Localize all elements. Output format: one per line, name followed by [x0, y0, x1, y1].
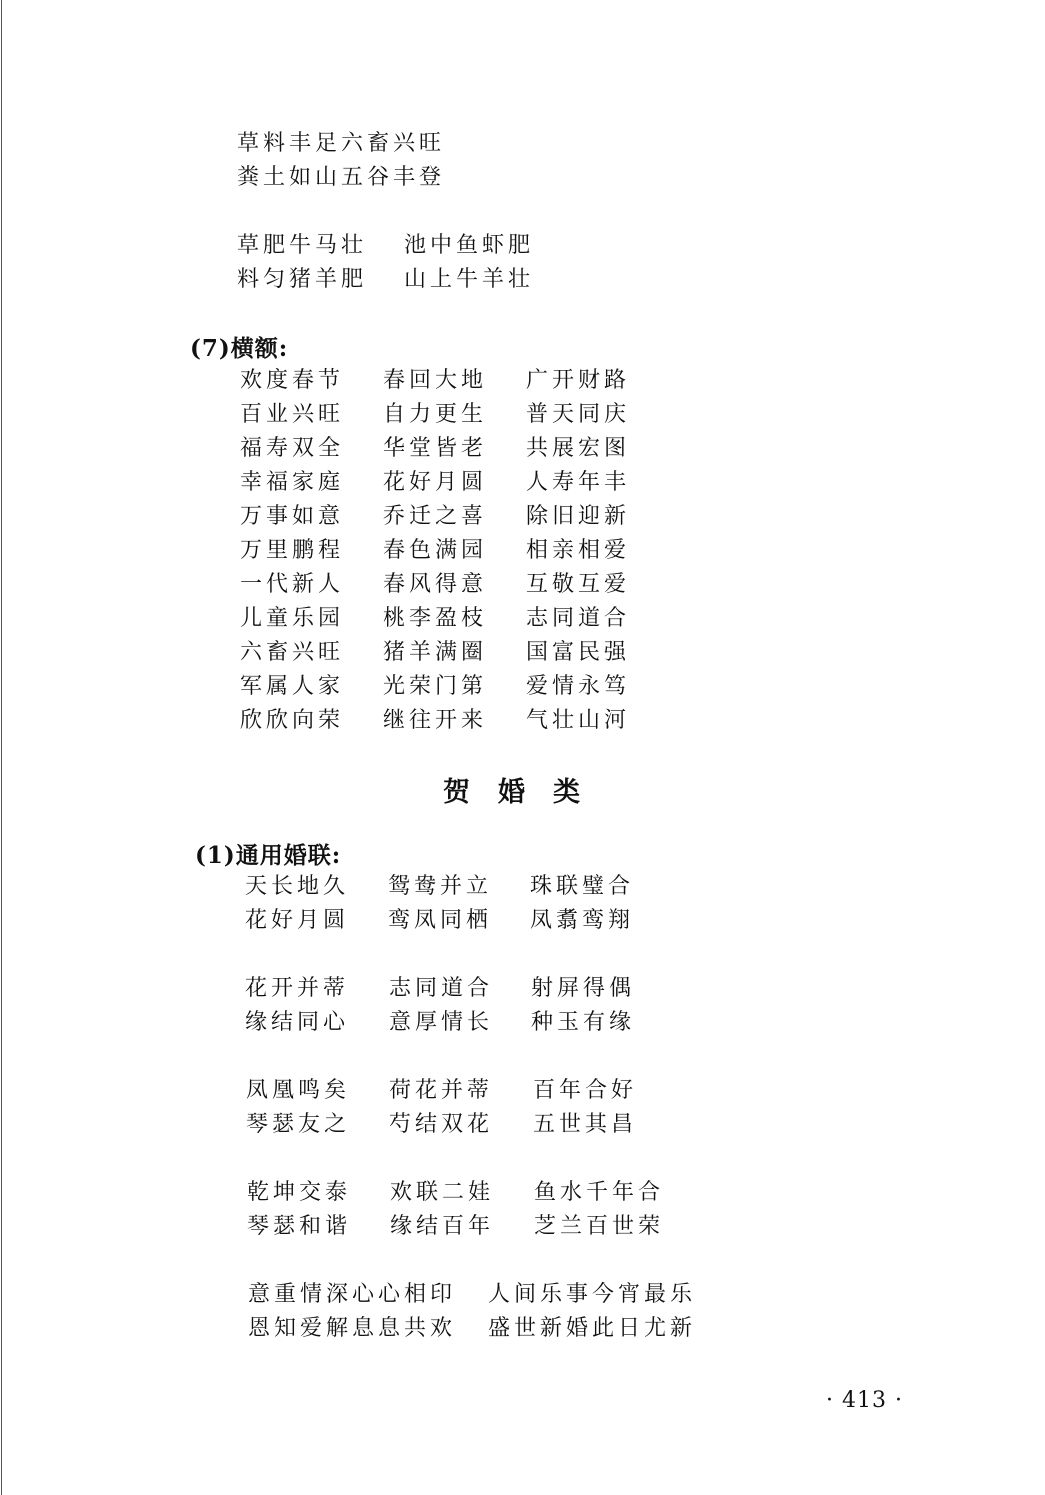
wedding-couplet: 缘结同心 — [245, 1010, 350, 1035]
wedding-couplet: 缘结百年 — [390, 1214, 495, 1239]
wedding-couplet: 天长地久 — [245, 874, 350, 899]
wedding-couplet-long: 盛世新婚此日尤新 — [488, 1316, 697, 1341]
banner-item: 相亲相爱 — [526, 538, 631, 563]
wedding-couplet: 琴瑟和谐 — [247, 1214, 352, 1239]
banner-item: 欣欣向荣 — [240, 708, 345, 733]
wedding-couplet-long: 恩知爱解息息共欢 — [248, 1316, 457, 1341]
banner-item: 互敬互爱 — [526, 572, 631, 597]
banner-item: 军属人家 — [240, 674, 345, 699]
banner-item: 继往开来 — [383, 708, 488, 733]
wedding-couplet: 志同道合 — [389, 976, 494, 1001]
category-title: 贺婚类 — [443, 777, 608, 808]
banner-item: 国富民强 — [526, 640, 631, 665]
banner-item: 儿童乐园 — [240, 606, 345, 631]
page-number: · 413 · — [826, 1388, 903, 1413]
banner-item: 除旧迎新 — [526, 504, 631, 529]
banner-item: 春风得意 — [383, 572, 488, 597]
wedding-couplet: 五世其昌 — [533, 1112, 638, 1137]
banner-item: 普天同庆 — [526, 402, 631, 427]
wedding-couplet: 乾坤交泰 — [247, 1180, 352, 1205]
banner-item: 共展宏图 — [526, 436, 631, 461]
couplet-line: 池中鱼虾肥 — [404, 233, 535, 258]
wedding-couplet: 凤翥鸾翔 — [530, 908, 635, 933]
wedding-couplet-long: 意重情深心心相印 — [248, 1282, 457, 1307]
wedding-couplet: 种玉有缘 — [531, 1010, 636, 1035]
wedding-couplet: 欢联二娃 — [390, 1180, 495, 1205]
wedding-couplet: 鸾凤同栖 — [388, 908, 493, 933]
banner-item: 桃李盈枝 — [383, 606, 488, 631]
banner-item: 春回大地 — [383, 368, 488, 393]
banner-item: 花好月圆 — [383, 470, 488, 495]
section-heading: (7)横额: — [190, 335, 289, 362]
banner-item: 志同道合 — [526, 606, 631, 631]
banner-item: 百业兴旺 — [240, 402, 345, 427]
banner-item: 气壮山河 — [526, 708, 631, 733]
wedding-couplet: 芍结双花 — [389, 1112, 494, 1137]
wedding-couplet: 芝兰百世荣 — [534, 1214, 665, 1239]
banner-item: 一代新人 — [240, 572, 345, 597]
banner-item: 爱情永笃 — [526, 674, 631, 699]
wedding-couplet: 花好月圆 — [245, 908, 350, 933]
wedding-couplet: 鱼水千年合 — [534, 1180, 665, 1205]
banner-item: 华堂皆老 — [383, 436, 488, 461]
banner-item: 六畜兴旺 — [240, 640, 345, 665]
wedding-couplet: 射屏得偶 — [531, 976, 636, 1001]
banner-item: 幸福家庭 — [240, 470, 345, 495]
page-edge-line — [1, 0, 2, 1495]
wedding-couplet-long: 人间乐事今宵最乐 — [488, 1282, 697, 1307]
banner-item: 欢度春节 — [240, 368, 345, 393]
wedding-couplet: 琴瑟友之 — [246, 1112, 351, 1137]
couplet-line: 山上牛羊壮 — [404, 267, 535, 292]
banner-item: 福寿双全 — [240, 436, 345, 461]
section-heading: (1)通用婚联: — [195, 842, 342, 869]
couplet-line: 粪土如山五谷丰登 — [237, 165, 446, 190]
wedding-couplet: 珠联璧合 — [530, 874, 635, 899]
couplet-line: 草料丰足六畜兴旺 — [237, 131, 446, 156]
banner-item: 广开财路 — [526, 368, 631, 393]
banner-item: 光荣门第 — [383, 674, 488, 699]
banner-item: 猪羊满圈 — [383, 640, 488, 665]
banner-item: 万里鹏程 — [240, 538, 345, 563]
wedding-couplet: 百年合好 — [533, 1078, 638, 1103]
wedding-couplet: 荷花并蒂 — [389, 1078, 494, 1103]
banner-item: 自力更生 — [383, 402, 488, 427]
banner-item: 春色满园 — [383, 538, 488, 563]
banner-item: 人寿年丰 — [526, 470, 631, 495]
banner-item: 万事如意 — [240, 504, 345, 529]
wedding-couplet: 凤凰鸣矣 — [246, 1078, 351, 1103]
wedding-couplet: 鸳鸯并立 — [388, 874, 493, 899]
couplet-line: 料匀猪羊肥 — [237, 267, 368, 292]
wedding-couplet: 意厚情长 — [389, 1010, 494, 1035]
wedding-couplet: 花开并蒂 — [245, 976, 350, 1001]
couplet-line: 草肥牛马壮 — [237, 233, 368, 258]
banner-item: 乔迁之喜 — [383, 504, 488, 529]
